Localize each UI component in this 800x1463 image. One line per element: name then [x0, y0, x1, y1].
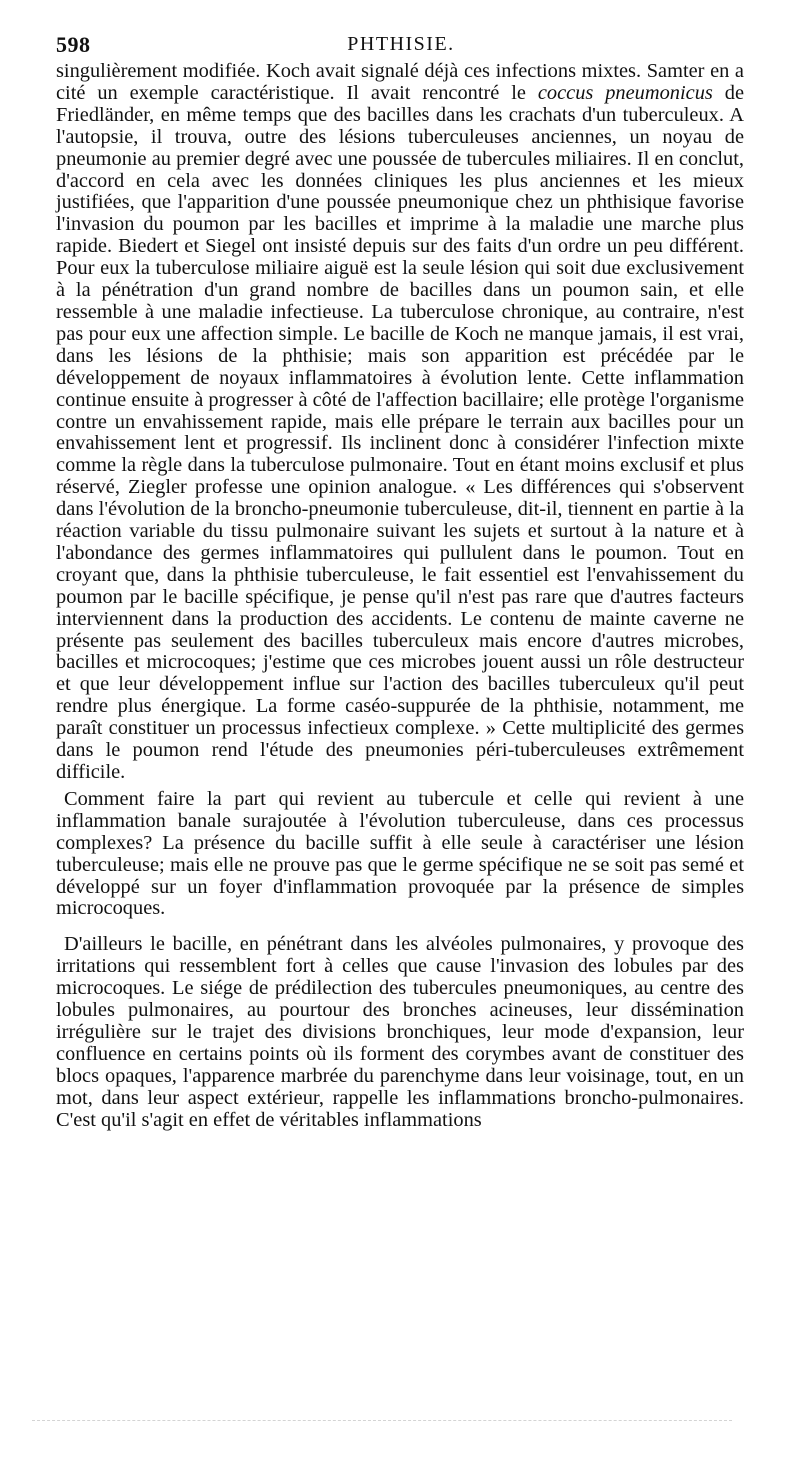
paragraph-2: Comment faire la part qui revient au tubercule et celle qui revient à une inflammation banale surajoutée à l'évolution tuberculeuse, dans ces processus complexes? La présence du bacille suffit à elle seule à caractériser une lésion tuberculeuse; mais elle ne prouve pas que le germe spécifique ne se soit pas semé et développé sur un foyer d'inflammation provoquée par la présence de simples microcoques.: [56, 787, 744, 920]
paragraph-1-text-b: de Friedländer, en même temps que des bacilles dans les crachats d'un tuberculeux. A l'autopsie, il trouva, outre des lésions tuberculeuses anciennes, un noyau de pneumonie au premier degré avec une poussée de tubercules miliaires. Il en conclut, d'accord en cela avec les données cliniques les plus anciennes et les mieux justifiées, que l'apparition d'une poussée pneumonique chez un phthisique favorise l'invasion du poumon par les bacilles et imprime à la maladie une marche plus rapide. Biedert et Siegel ont insisté depuis sur des faits d'un ordre un peu différent. Pour eux la tuberculose miliaire aiguë est la seule lésion qui soit due exclusivement à la pénétration d'un grand nombre de bacilles dans un poumon sain, et elle ressemble à une maladie infectieuse. La tuberculose chronique, au contraire, n'est pas pour eux une affection simple. Le bacille de Koch ne manque jamais, il est vrai, dans les lésions de la phthisie; mais son apparition est précédée par le développement de noyaux inflammatoires à évolution lente. Cette inflammation continue ensuite à progresser à côté de l'affection bacillaire; elle protège l'organisme contre un envahissement rapide, mais elle prépare le terrain aux bacilles pour un envahissement lent et progressif. Ils inclinent donc à considérer l'infection mixte comme la règle dans la tuberculose pulmonaire. Tout en étant moins exclusif et plus réservé, Ziegler professe une opinion analogue. « Les différences qui s'observent dans l'évolution de la broncho-pneumonie tuberculeuse, dit-il, tiennent en partie à la réaction variable du tissu pulmonaire suivant les sujets et surtout à la nature et à l'abondance des germes inflammatoires qui pullulent dans le poumon. Tout en croyant que, dans la phthisie tuberculeuse, le fait essentiel est l'envahissement du poumon par le bacille spécifique, je pense qu'il n'est pas rare que d'autres facteurs interviennent dans la production des accidents. Le contenu de mainte caverne ne présente pas seulement des bacilles tuberculeux mais encore d'autres microbes, bacilles et microcoques; j'estime que ces microbes jouent aussi un rôle destructeur et que leur développement influe sur l'action des bacilles tuberculeux qu'il peut rendre plus énergique. La forme caséo-suppurée de la phthisie, notamment, me paraît constituer un processus infectieux complexe. » Cette multiplicité des germes dans le poumon rend l'étude des pneumonies péri-tuberculeuses extrêmement difficile.: [56, 81, 744, 783]
page-header: [56, 32, 746, 62]
paragraph-1-text-a: singulièrement modifiée. Koch avait signalé déjà ces infections mixtes. Samter en a cité un exemple caractéristique. Il avait rencontré le: [56, 60, 744, 104]
footer-scan-rule: [32, 1420, 732, 1421]
paragraph-1: [56, 61, 744, 784]
paragraph-3: D'ailleurs le bacille, en pénétrant dans les alvéoles pulmonaires, y provoque des irritations qui ressemblent fort à celles que cause l'invasion des lobules par des microcoques. Le siége de prédilection des tubercules pneumoniques, au centre des lobules pulmonaires, au pourtour des bronches acineuses, leur dissémination irrégulière sur le trajet des divisions bronchiques, leur mode d'expansion, leur confluence en certains points où ils forment des corymbes avant de constituer des blocs opaques, l'apparence marbrée du parenchyme dans leur voisinage, tout, en un mot, dans leur aspect extérieur, rappelle les inflammations broncho-pulmonaires. C'est qu'il s'agit en effet de véritables inflammations: [56, 933, 744, 1131]
page-number: 598: [56, 32, 91, 57]
paragraph-1-italic-term: coccus pneumonicus: [537, 81, 713, 104]
body-text: [56, 61, 744, 1132]
running-title: PHTHISIE.: [347, 33, 455, 55]
